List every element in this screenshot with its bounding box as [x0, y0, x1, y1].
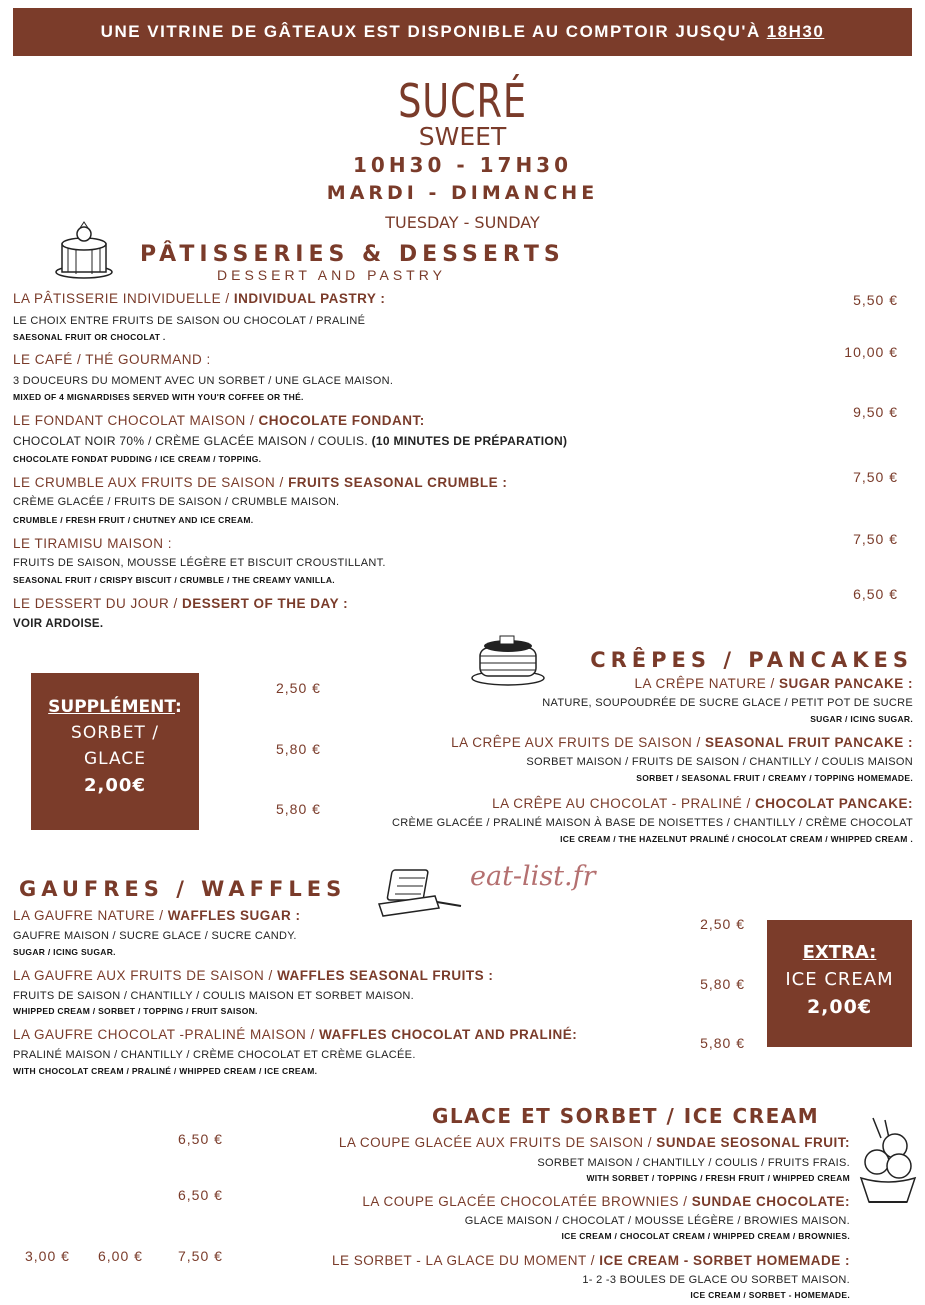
item-desc: CHOCOLAT NOIR 70% / CRÈME GLACÉE MAISON / COULIS. (10 MINUTES DE PRÉPARATION) — [13, 434, 568, 448]
item-desc-en: CRUMBLE / FRESH FRUIT / CHUTNEY AND ICE CREAM. — [13, 515, 254, 525]
item-price: 2,50 € — [700, 916, 745, 932]
supplement-line1: SORBET / — [71, 723, 159, 743]
item-title: LE DESSERT DU JOUR / DESSERT OF THE DAY : — [13, 596, 349, 611]
item-title: LE CRUMBLE AUX FRUITS DE SAISON / FRUITS SEASONAL CRUMBLE : — [13, 475, 508, 490]
item-price: 7,50 € — [853, 531, 898, 547]
glace-title: GLACE ET SORBET / ICE CREAM — [432, 1104, 820, 1128]
item-title: LA CRÊPE AU CHOCOLAT - PRALINÉ / CHOCOLAT PANCAKE: — [492, 796, 913, 811]
banner-text: UNE VITRINE DE GÂTEAUX EST DISPONIBLE AU COMPTOIR JUSQU'À — [100, 22, 761, 41]
opening-days-en: TUESDAY - SUNDAY — [385, 213, 540, 232]
extra-box — [767, 920, 912, 1047]
supplement-box — [31, 673, 199, 830]
item-price: 7,50 € — [853, 469, 898, 485]
item-desc-en: WITH SORBET / TOPPING / FRESH FRUIT / WHIPPED CREAM — [586, 1173, 850, 1183]
extra-title: EXTRA: — [802, 942, 877, 963]
item-price-1-scoop: 3,00 € — [25, 1248, 70, 1264]
item-price: 5,80 € — [276, 741, 321, 757]
item-title: LE TIRAMISU MAISON : — [13, 536, 173, 551]
supplement-title: SUPPLÉMENT: — [48, 697, 182, 717]
patisseries-subtitle: DESSERT AND PASTRY — [217, 267, 446, 283]
item-price-2-scoops: 6,00 € — [98, 1248, 143, 1264]
item-desc-en: SEASONAL FRUIT / CRISPY BISCUIT / CRUMBLE / THE CREAMY VANILLA. — [13, 575, 335, 585]
item-desc: LE CHOIX ENTRE FRUITS DE SAISON OU CHOCOLAT / PRALINÉ — [13, 315, 366, 327]
item-title: LA GAUFRE NATURE / WAFFLES SUGAR : — [13, 908, 301, 923]
item-desc-en: ICE CREAM / CHOCOLAT CREAM / WHIPPED CREAM / BROWNIES. — [561, 1231, 850, 1241]
item-price: 5,50 € — [853, 292, 898, 308]
item-desc-en: SAESONAL FRUIT OR CHOCOLAT . — [13, 332, 166, 342]
item-title: LA GAUFRE CHOCOLAT -PRALINÉ MAISON / WAFFLES CHOCOLAT AND PRALINÉ: — [13, 1027, 578, 1042]
top-banner — [13, 8, 912, 56]
item-price-3-scoops: 7,50 € — [178, 1248, 223, 1264]
opening-days-fr: MARDI - DIMANCHE — [326, 182, 599, 204]
item-price: 10,00 € — [844, 344, 898, 360]
patisseries-title: PÂTISSERIES & DESSERTS — [140, 242, 565, 267]
item-desc: FRUITS DE SAISON / CHANTILLY / COULIS MAISON ET SORBET MAISON. — [13, 990, 415, 1002]
item-desc: CRÈME GLACÉE / PRALINÉ MAISON À BASE DE NOISETTES / CHANTILLY / CRÈME CHOCOLAT — [392, 817, 913, 829]
item-title: LA CRÊPE NATURE / SUGAR PANCAKE : — [634, 676, 913, 691]
item-desc: PRALINÉ MAISON / CHANTILLY / CRÈME CHOCOLAT ET CRÈME GLACÉE. — [13, 1049, 416, 1061]
menu-subtitle: SWEET — [418, 122, 507, 151]
supplement-line2: GLACE — [84, 749, 146, 769]
item-price: 9,50 € — [853, 404, 898, 420]
ice-cream-cup-icon — [855, 1116, 921, 1212]
item-desc-en: MIXED OF 4 MIGNARDISES SERVED WITH YOU'R COFFEE OR THÉ. — [13, 392, 304, 402]
item-desc: 3 DOUCEURS DU MOMENT AVEC UN SORBET / UNE GLACE MAISON. — [13, 375, 394, 387]
extra-line1: ICE CREAM — [785, 969, 894, 990]
item-price: 6,50 € — [178, 1131, 223, 1147]
cake-icon — [52, 220, 116, 280]
watermark: eat-list.fr — [470, 861, 596, 892]
item-desc-en: ICE CREAM / THE HAZELNUT PRALINÉ / CHOCOLAT CREAM / WHIPPED CREAM . — [560, 834, 913, 844]
menu-title: SUCRÉ — [398, 74, 527, 128]
item-title: LE CAFÉ / THÉ GOURMAND : — [13, 352, 211, 367]
item-desc-en: WHIPPED CREAM / SORBET / TOPPING / FRUIT SAISON. — [13, 1006, 258, 1016]
item-title: LA CRÊPE AUX FRUITS DE SAISON / SEASONAL FRUIT PANCAKE : — [451, 735, 913, 750]
waffle-iron-icon — [375, 866, 465, 922]
item-desc-en: SORBET / SEASONAL FRUIT / CREAMY / TOPPING HOMEMADE. — [636, 773, 913, 783]
pancake-icon — [470, 634, 546, 686]
item-title: LA COUPE GLACÉE CHOCOLATÉE BROWNIES / SUNDAE CHOCOLATE: — [362, 1194, 850, 1209]
item-desc: VOIR ARDOISE. — [13, 618, 104, 630]
gaufres-title: GAUFRES / WAFFLES — [19, 877, 347, 901]
item-title: LA PÂTISSERIE INDIVIDUELLE / INDIVIDUAL PASTRY : — [13, 291, 386, 306]
item-title: LA COUPE GLACÉE AUX FRUITS DE SAISON / SUNDAE SEOSONAL FRUIT: — [338, 1135, 850, 1150]
extra-price: 2,00€ — [806, 996, 873, 1018]
item-price: 2,50 € — [276, 680, 321, 696]
item-price: 5,80 € — [700, 976, 745, 992]
item-desc: NATURE, SOUPOUDRÉE DE SUCRE GLACE / PETIT POT DE SUCRE — [542, 697, 913, 709]
item-desc: 1- 2 -3 BOULES DE GLACE OU SORBET MAISON. — [582, 1274, 850, 1286]
item-desc: GLACE MAISON / CHOCOLAT / MOUSSE LÉGÈRE / BROWIES MAISON. — [464, 1215, 850, 1227]
item-desc-en: CHOCOLATE FONDAT PUDDING / ICE CREAM / TOPPING. — [13, 454, 262, 464]
supplement-price: 2,00€ — [84, 775, 146, 796]
item-desc-en: WITH CHOCOLAT CREAM / PRALINÉ / WHIPPED CREAM / ICE CREAM. — [13, 1066, 318, 1076]
crepes-title: CRÊPES / PANCAKES — [590, 648, 913, 672]
item-desc: CRÈME GLACÉE / FRUITS DE SAISON / CRUMBLE MAISON. — [13, 496, 340, 508]
item-desc: FRUITS DE SAISON, MOUSSE LÉGÈRE ET BISCUIT CROUSTILLANT. — [13, 557, 386, 569]
item-desc: GAUFRE MAISON / SUCRE GLACE / SUCRE CANDY. — [13, 930, 297, 942]
item-desc: SORBET MAISON / FRUITS DE SAISON / CHANTILLY / COULIS MAISON — [526, 756, 913, 768]
item-title: LE SORBET - LA GLACE DU MOMENT / ICE CREAM - SORBET HOMEMADE : — [331, 1253, 850, 1268]
item-desc: SORBET MAISON / CHANTILLY / COULIS / FRUITS FRAIS. — [537, 1157, 850, 1169]
item-price: 6,50 € — [178, 1187, 223, 1203]
opening-hours: 10H30 - 17H30 — [352, 153, 573, 177]
item-title: LA GAUFRE AUX FRUITS DE SAISON / WAFFLES SEASONAL FRUITS : — [13, 968, 494, 983]
item-desc-en: SUGAR / ICING SUGAR. — [13, 947, 116, 957]
banner-time: 18H30 — [766, 22, 825, 41]
item-price: 5,80 € — [276, 801, 321, 817]
item-desc-en: SUGAR / ICING SUGAR. — [810, 714, 913, 724]
item-title: LE FONDANT CHOCOLAT MAISON / CHOCOLATE FONDANT: — [13, 413, 425, 428]
item-price: 5,80 € — [700, 1035, 745, 1051]
item-price: 6,50 € — [853, 586, 898, 602]
item-desc-en: ICE CREAM / SORBET - HOMEMADE. — [690, 1290, 850, 1300]
